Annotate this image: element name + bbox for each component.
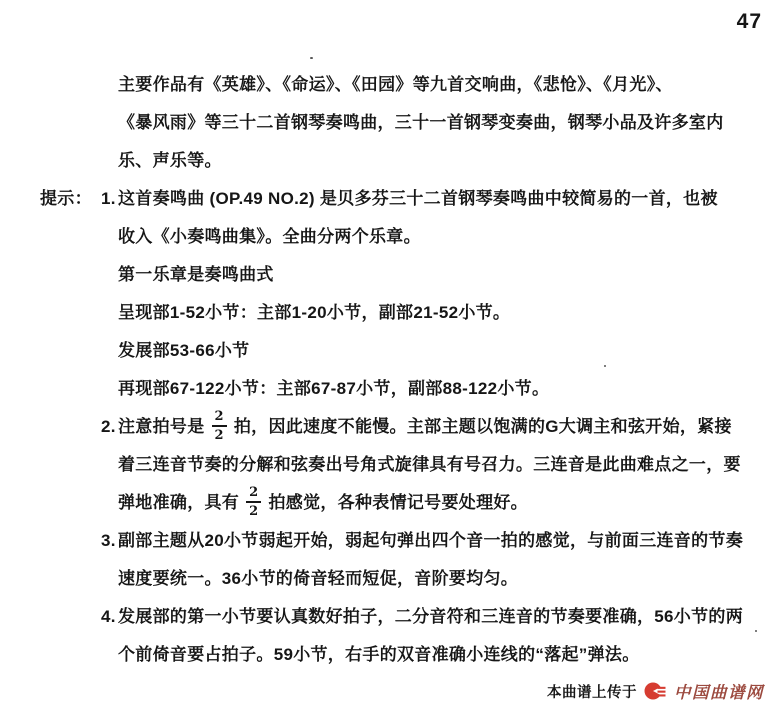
tip-text: 弹地准确，具有 [118, 493, 240, 512]
quzipu-site-logo-icon [644, 681, 667, 701]
tip-text: 这首奏鸣曲 (OP.49 NO.2) 是贝多芬三十二首钢琴奏鸣曲中较简易的一首，也被 [118, 189, 718, 208]
tip-text: 副部主题从20小节弱起开始，弱起句弹出四个音一拍的感觉，与前面三连音的节奏 [118, 531, 744, 550]
tip-item-3-number: 3. [101, 531, 116, 550]
tip-item-1-number: 1. [101, 189, 116, 208]
uploaded-by-text: 本曲谱上传于 [547, 684, 637, 701]
tip-item-1-line: 第一乐章是奏鸣曲式 [118, 265, 274, 284]
fraction-numerator: 2 [212, 410, 227, 427]
watermark-footer [547, 679, 764, 703]
fraction-denominator: 2 [249, 503, 259, 519]
time-signature-fraction [212, 410, 227, 442]
fraction-denominator: 2 [214, 427, 224, 443]
intro-line: 主要作品有《英雄》、《命运》、《田园》等九首交响曲，《悲怆》、《月光》、 [118, 75, 673, 94]
site-name-text: 中国曲谱网 [674, 684, 764, 702]
tips-label: 提示： [40, 189, 92, 208]
tip-item-4-line [101, 598, 744, 636]
tip-item-3-line [101, 522, 744, 560]
page-number: 47 [736, 10, 762, 33]
page-content [40, 66, 744, 674]
tip-item-1-line: 发展部53-66小节 [118, 341, 250, 360]
fraction-numerator: 2 [246, 486, 261, 503]
scan-speck [755, 630, 757, 632]
intro-line: 《暴风雨》等三十二首钢琴奏鸣曲，三十一首钢琴变奏曲，钢琴小品及许多室内 [118, 113, 724, 132]
tip-item-2-line: 着三连音节奏的分解和弦奏出号角式旋律具有号召力。三连音是此曲难点之一，要 [118, 455, 741, 474]
scan-speck [604, 365, 606, 367]
intro-line: 乐、声乐等。 [118, 151, 222, 170]
tip-item-2-line [101, 408, 738, 446]
scan-speck [310, 57, 313, 59]
time-signature-fraction [246, 486, 261, 518]
tip-item-3-line: 速度要统一。36小节的倚音轻而短促，音阶要均匀。 [118, 569, 519, 588]
tip-text: 注意拍号是 [118, 417, 205, 436]
tip-text: 发展部的第一小节要认真数好拍子，二分音符和三连音的节奏要准确，56小节的两 [118, 607, 744, 626]
tip-item-1-line: 收入《小奏鸣曲集》。全曲分两个乐章。 [118, 227, 421, 246]
tip-item-4-line: 个前倚音要占拍子。59小节，右手的双音准确小连线的“落起”弹法。 [118, 645, 640, 664]
tip-text: 拍感觉，各种表情记号要处理好。 [268, 493, 528, 512]
tip-item-1-line: 呈现部1-52小节：主部1-20小节，副部21-52小节。 [118, 303, 511, 322]
tip-item-4-number: 4. [101, 607, 116, 626]
tip-text: 拍，因此速度不能慢。主部主题以饱满的G大调主和弦开始，紧接 [233, 417, 732, 436]
tip-item-2-line [118, 484, 738, 522]
tip-item-1-line [40, 180, 738, 218]
tip-item-2-number: 2. [101, 417, 116, 436]
tip-item-1-line: 再现部67-122小节：主部67-87小节，副部88-122小节。 [118, 379, 550, 398]
